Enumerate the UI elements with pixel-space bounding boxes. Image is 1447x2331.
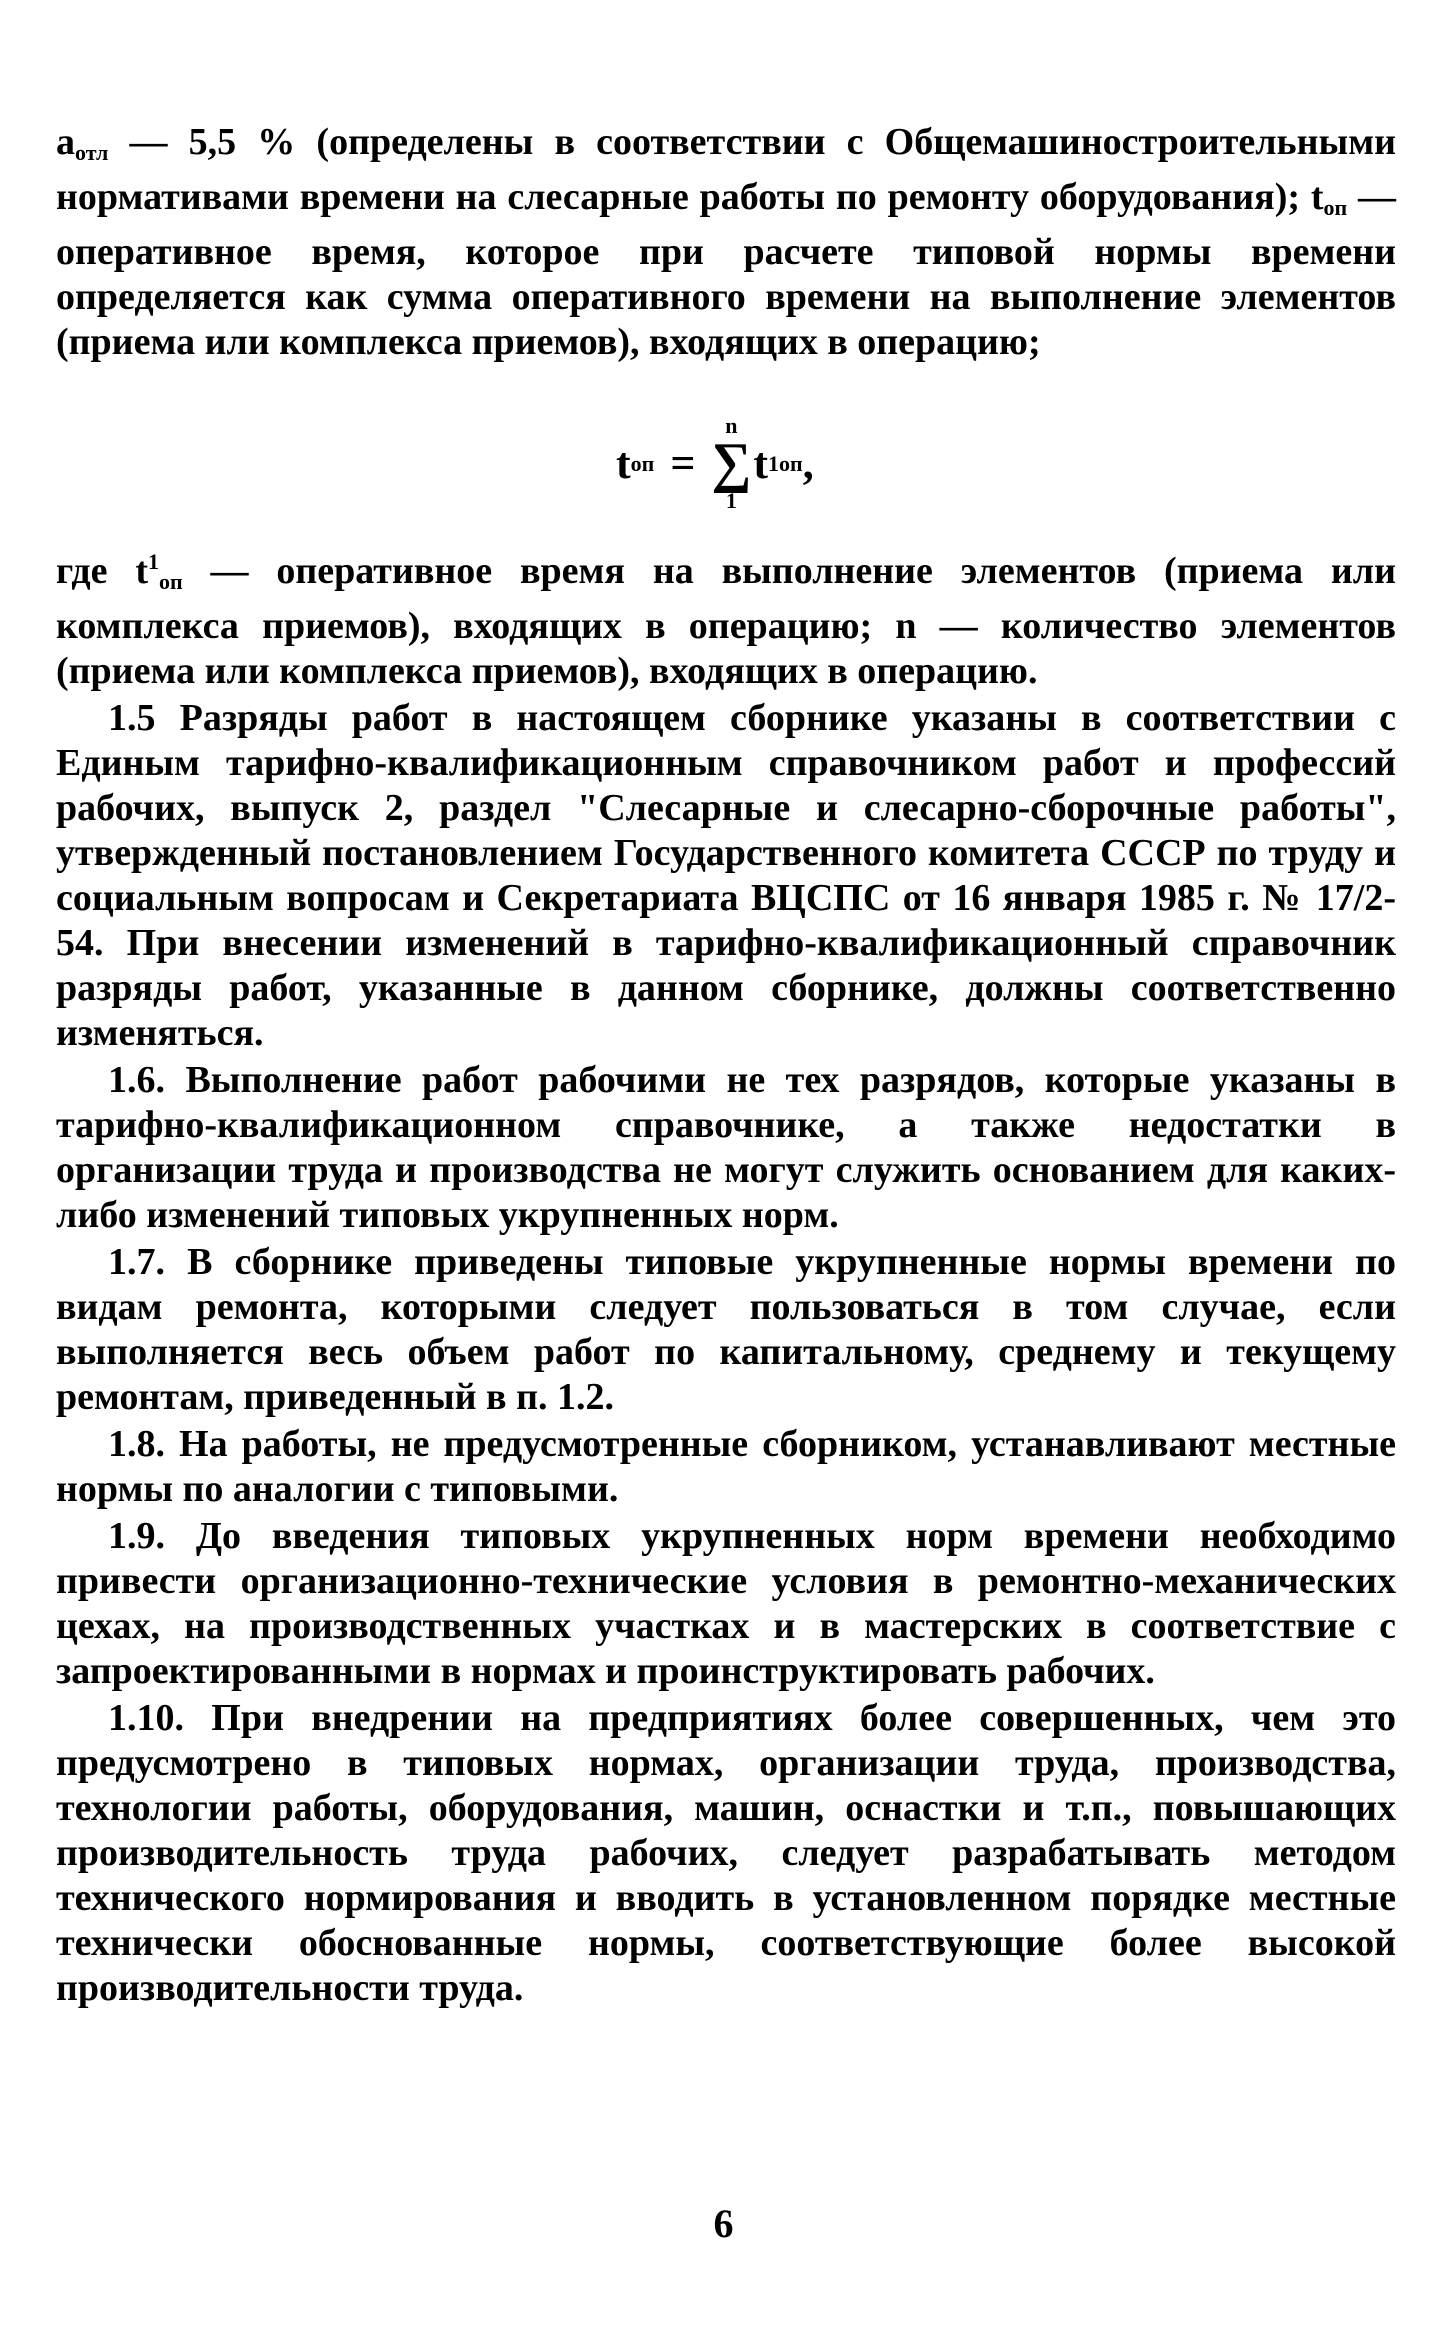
page-number: 6 — [713, 2201, 734, 2246]
var-t-subscript: оп — [1323, 195, 1348, 220]
formula-term: t — [753, 439, 768, 489]
document-page — [56, 120, 1396, 2011]
var-a-subscript: отл — [75, 140, 109, 165]
formula-lhs: t — [616, 439, 631, 489]
formula-block — [56, 375, 1396, 525]
where-paragraph — [56, 539, 1396, 694]
where-text-1: где — [56, 550, 136, 592]
where-var-t: t — [135, 550, 148, 592]
paragraph-1-7: 1.7. В сборнике приведены типовые укрупненные нормы времени по видам ремонта, которыми следует пользоваться в том случае, если выполняется весь объем работ по капитальному, среднему и текущему ремонтам, приведенный в п. 1.2. — [56, 1241, 1396, 1418]
paragraph-1-5: 1.5 Разряды работ в настоящем сборнике указаны в соответствии с Единым тарифно-квалификационным справочником работ и профессий рабочих, выпуск 2, раздел "Слесарные и слесарно-сборочные работы", утвержденный постановлением Государственного комитета СССР по труду и социальным вопросам и Секретариата ВЦСПС от 16 января 1985 г. № 17/2-54. При внесении изменений в тарифно-квалификационный справочник разряды работ, указанные в данном сборнике, должны соответственно изменяться. — [56, 697, 1396, 1054]
where-var-t-superscript: 1 — [147, 549, 159, 574]
where-text-2: — оперативное время на выполнение элементов (приема или комплекса приемов), входящих в операцию; n — количество элементов (приема или комплекса приемов), входящих в операцию. — [56, 550, 1397, 692]
where-var-t-subscript: оп — [158, 569, 183, 594]
sigma-operator — [711, 415, 751, 512]
intro-text-2: — оперативное время, которое при расчете типовой нормы времени определяется как сумма оперативного времени на выполнение элементов (приема или комплекса приемов), входящих в операцию; — [56, 176, 1397, 363]
sigma-lower-limit: 1 — [725, 488, 737, 514]
var-a: а — [56, 121, 75, 163]
formula-equals: = — [670, 439, 696, 489]
formula-term-superscript: 1 — [768, 450, 779, 476]
intro-text-1: — 5,5 % (определены в соответствии с Общемашиностроительными нормативами времени на слесарные работы по ремонту оборудования); — [56, 121, 1396, 218]
var-t: t — [1310, 176, 1324, 218]
formula-trailing-comma: , — [802, 439, 814, 489]
formula-term-subscript: оп — [779, 450, 803, 476]
paragraph-1-8: 1.8. На работы, не предусмотренные сборником, устанавливают местные нормы по аналогии с типовыми. — [56, 1423, 1396, 1510]
sigma-symbol: ∑ — [711, 432, 752, 494]
paragraph-1-9: 1.9. До введения типовых укрупненных норм времени необходимо привести организационно-технические условия в ремонтно-механических цехах, на производственных участках и в мастерских в соответствие с запроектированными в нормах и проинструктировать рабочих. — [56, 1515, 1396, 1692]
paragraph-1-10: 1.10. При внедрении на предприятиях более совершенных, чем это предусмотрено в типовых нормах, организации труда, производства, технологии работы, оборудования, машин, оснастки и т.п., повышающих производительность труда рабочих, следует разрабатывать методом технического нормирования и вводить в установленном порядке местные технически обоснованные нормы, соответствующие более высокой производительности труда. — [56, 1697, 1396, 2009]
intro-paragraph — [56, 120, 1396, 365]
sigma-upper-limit: n — [725, 413, 738, 438]
sum-formula — [616, 415, 814, 512]
paragraph-1-6: 1.6. Выполнение работ рабочими не тех разрядов, которые указаны в тарифно-квалификационном справочнике, а также недостатки в организации труда и производства не могут служить основанием для каких-либо изменений типовых укрупненных норм. — [56, 1059, 1396, 1236]
formula-lhs-subscript: оп — [630, 450, 655, 476]
